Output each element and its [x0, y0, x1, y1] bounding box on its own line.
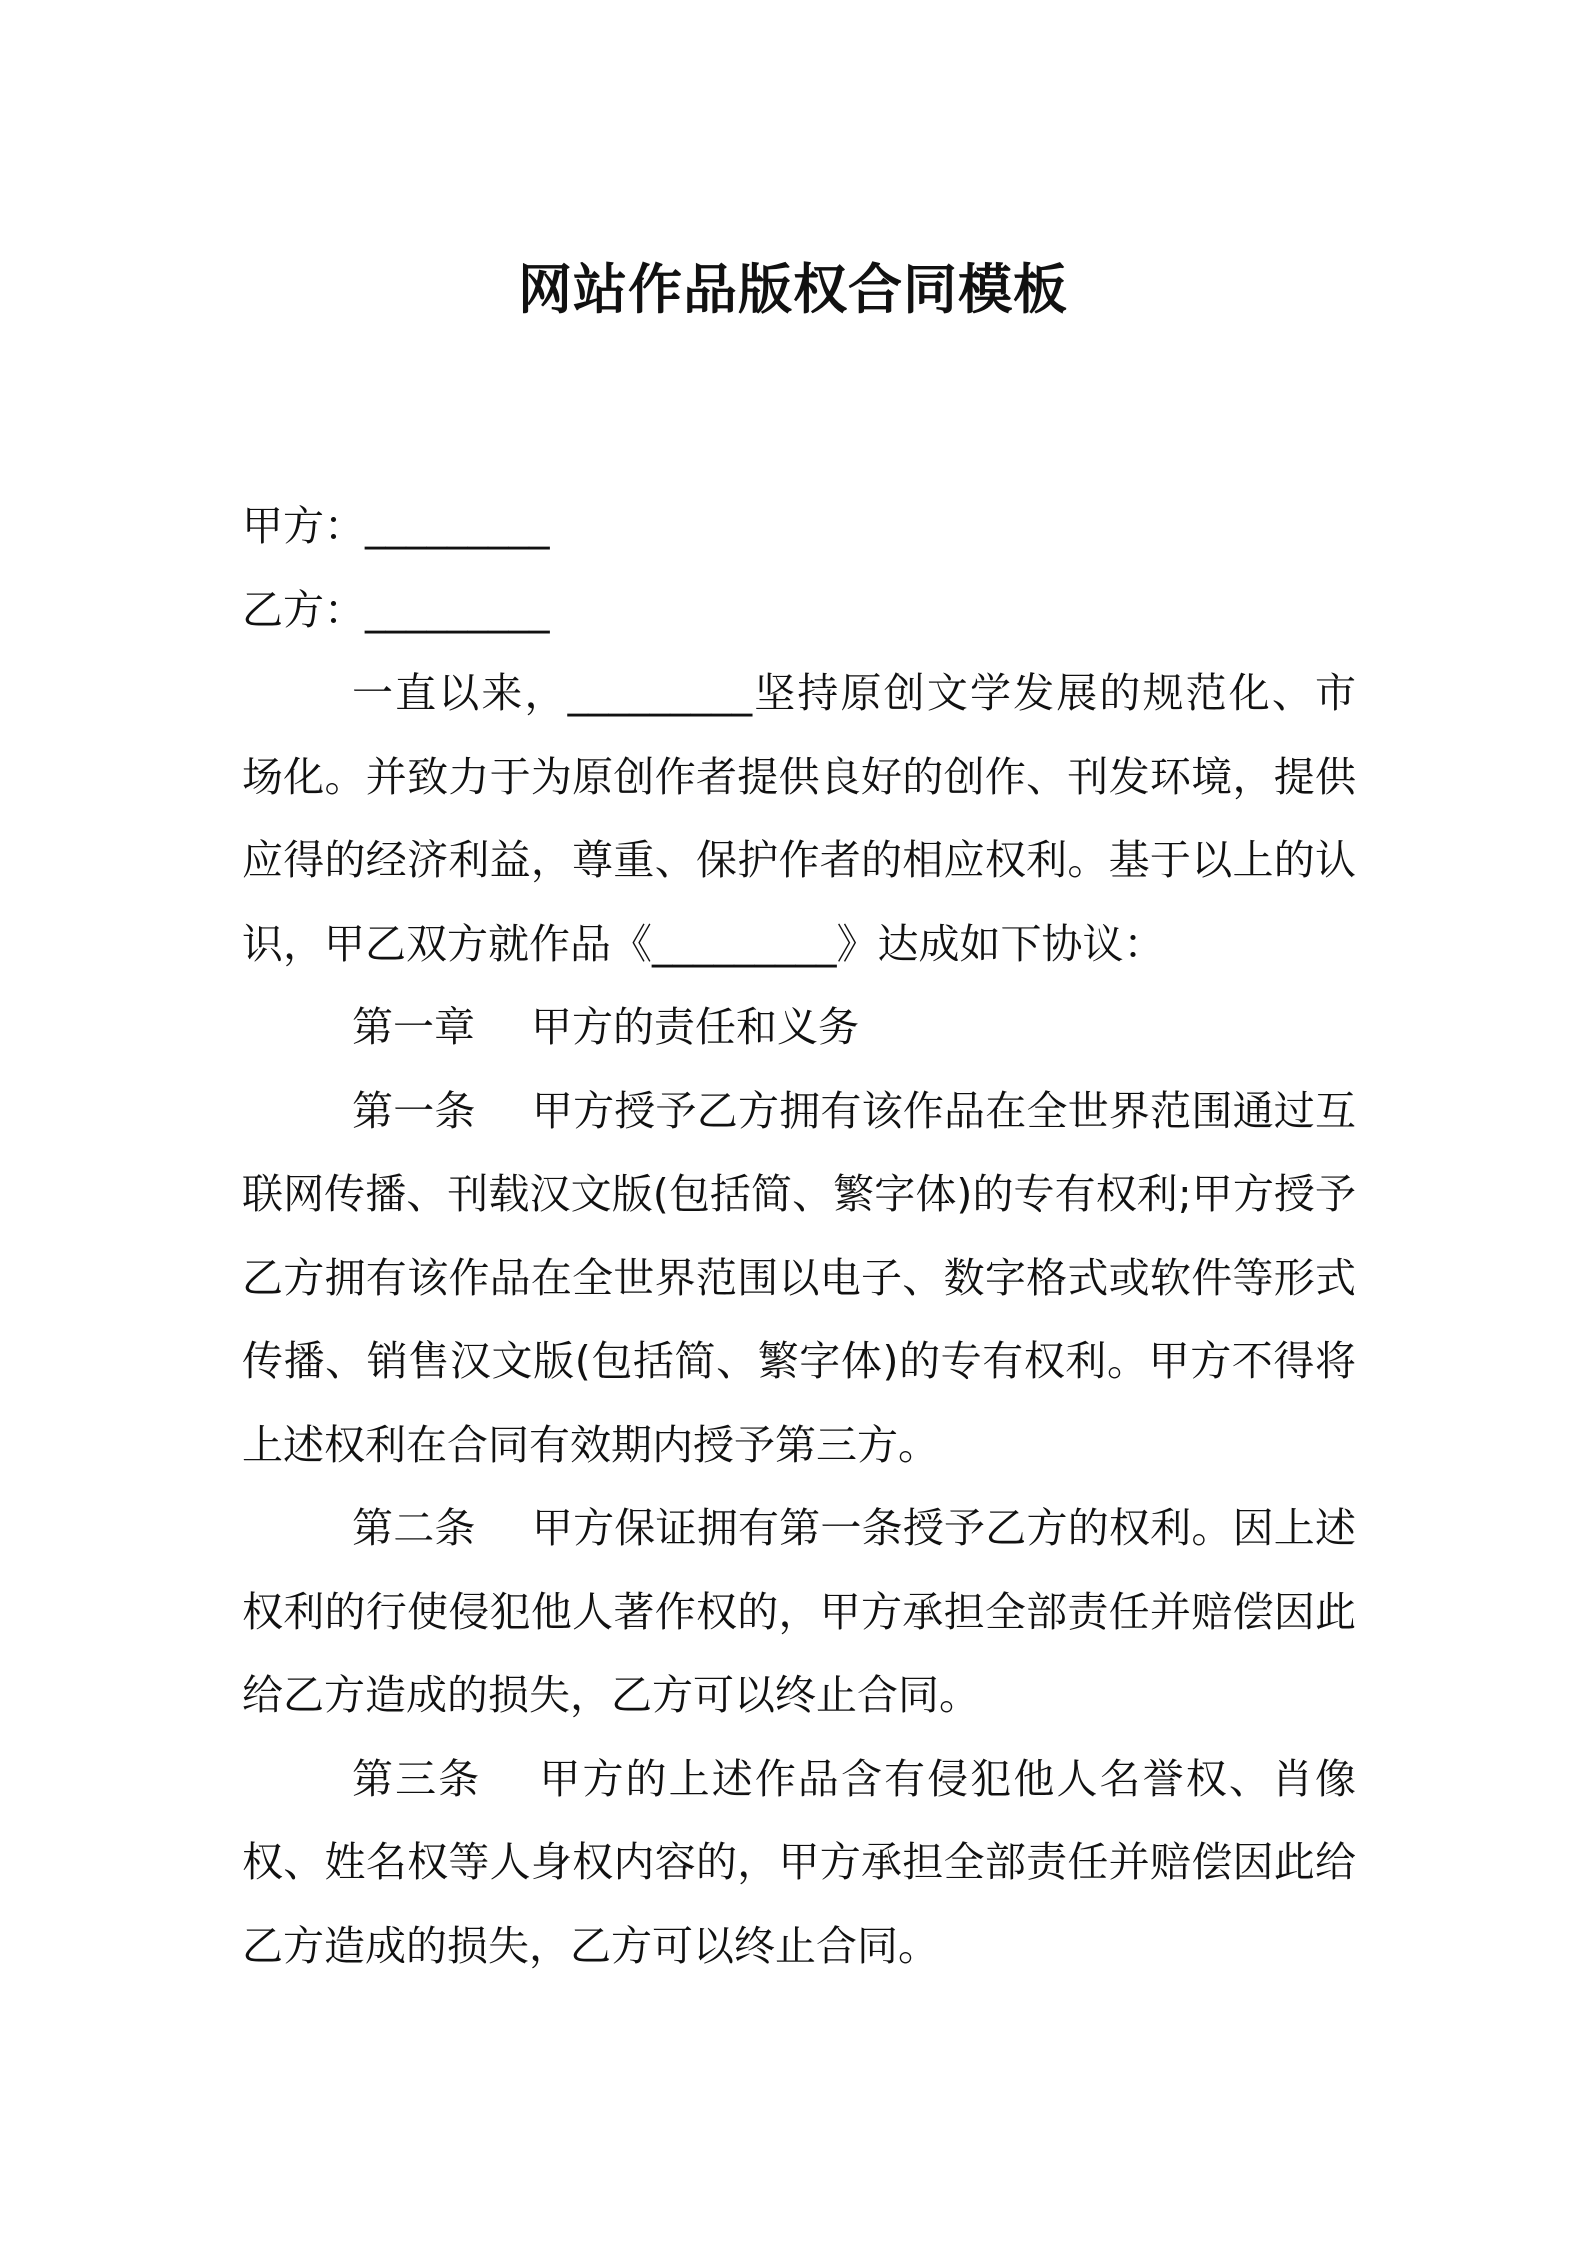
article-label: 第二条	[352, 1504, 476, 1552]
article-paragraph	[242, 1738, 1356, 1989]
party-b-line: 乙方：_________	[242, 585, 550, 634]
party-a-line: 甲方：_________	[242, 502, 550, 550]
article-label: 第三条	[352, 1754, 482, 1803]
article-paragraph	[242, 1070, 1356, 1488]
article-text: 甲方的上述作品含有侵犯他人名誉权、肖像权、姓名权等人身权内容的，甲方承担全部责任并赔偿因此给乙方造成的损失，乙方可以终止合同。	[242, 1754, 1357, 1970]
chapter-label: 第一章	[352, 1003, 475, 1051]
chapter-title: 甲方的责任和义务	[531, 1003, 859, 1051]
chapter-heading	[242, 986, 1356, 1070]
article-text: 甲方授予乙方拥有该作品在全世界范围通过互联网传播、刊载汉文版(包括简、繁字体)的专有权利;甲方授予乙方拥有该作品在全世界范围以电子、数字格式或软件等形式传播、销售汉文版(包括简、繁字体)的专有权利。甲方不得将上述权利在合同有效期内授予第三方。	[242, 1086, 1357, 1469]
article-text: 甲方保证拥有第一条授予乙方的权利。因上述权利的行使侵犯他人著作权的，甲方承担全部责任并赔偿因此给乙方造成的损失，乙方可以终止合同。	[242, 1504, 1357, 1719]
document-title: 网站作品版权合同模板	[518, 258, 1068, 321]
article-paragraph	[242, 1487, 1356, 1738]
document-body	[242, 485, 1356, 1988]
intro-paragraph: 一直以来，_________坚持原创文学发展的规范化、市场化。并致力于为原创作者提供良好的创作、刊发环境，提供应得的经济利益，尊重、保护作者的相应权利。基于以上的认识，甲乙双方就作品《_________》达成如下协议：	[242, 669, 1356, 968]
article-label: 第一条	[352, 1086, 476, 1135]
